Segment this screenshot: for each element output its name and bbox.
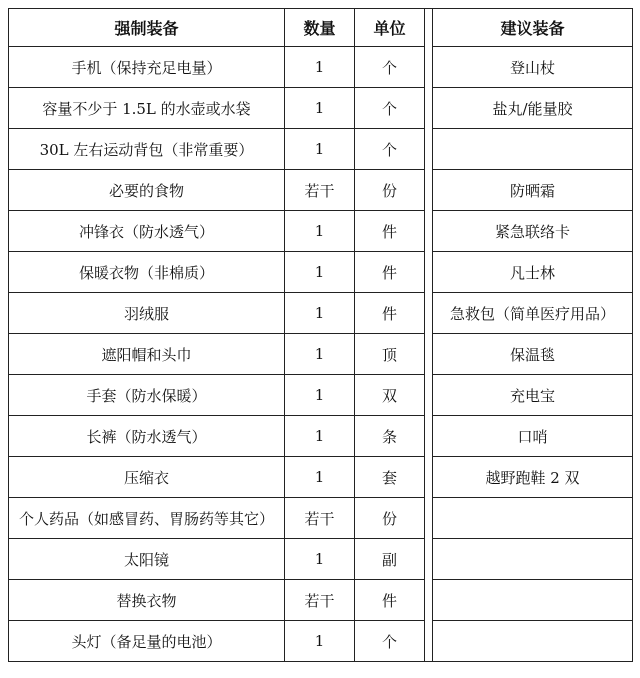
quantity-cell: 若干 bbox=[285, 498, 355, 539]
required-gear-cell: 容量不少于 1.5L 的水壶或水袋 bbox=[9, 88, 285, 129]
column-gap bbox=[425, 293, 433, 334]
unit-cell: 件 bbox=[355, 580, 425, 621]
column-gap bbox=[425, 498, 433, 539]
required-gear-cell: 替换衣物 bbox=[9, 580, 285, 621]
column-gap bbox=[425, 580, 433, 621]
required-gear-cell: 手机（保持充足电量） bbox=[9, 47, 285, 88]
required-gear-cell: 太阳镜 bbox=[9, 539, 285, 580]
suggested-gear-cell bbox=[433, 498, 633, 539]
table-row bbox=[9, 498, 633, 539]
quantity-cell: 1 bbox=[285, 375, 355, 416]
table-row bbox=[9, 457, 633, 498]
required-gear-cell: 羽绒服 bbox=[9, 293, 285, 334]
column-gap bbox=[425, 252, 433, 293]
table-row bbox=[9, 293, 633, 334]
header-suggested-gear: 建议装备 bbox=[433, 9, 633, 47]
table-row bbox=[9, 211, 633, 252]
unit-cell: 顶 bbox=[355, 334, 425, 375]
column-gap bbox=[425, 416, 433, 457]
required-gear-cell: 手套（防水保暖） bbox=[9, 375, 285, 416]
suggested-gear-cell bbox=[433, 129, 633, 170]
suggested-gear-cell: 口哨 bbox=[433, 416, 633, 457]
column-gap bbox=[425, 9, 433, 47]
suggested-gear-cell: 防晒霜 bbox=[433, 170, 633, 211]
quantity-cell: 1 bbox=[285, 416, 355, 457]
required-gear-cell: 个人药品（如感冒药、胃肠药等其它） bbox=[9, 498, 285, 539]
quantity-cell: 1 bbox=[285, 293, 355, 334]
quantity-cell: 1 bbox=[285, 129, 355, 170]
suggested-gear-cell: 充电宝 bbox=[433, 375, 633, 416]
unit-cell: 个 bbox=[355, 47, 425, 88]
required-gear-cell: 冲锋衣（防水透气） bbox=[9, 211, 285, 252]
quantity-cell: 1 bbox=[285, 211, 355, 252]
table-row bbox=[9, 416, 633, 457]
quantity-cell: 若干 bbox=[285, 580, 355, 621]
required-gear-cell: 必要的食物 bbox=[9, 170, 285, 211]
table-row bbox=[9, 539, 633, 580]
suggested-gear-cell: 保温毯 bbox=[433, 334, 633, 375]
unit-cell: 双 bbox=[355, 375, 425, 416]
unit-cell: 份 bbox=[355, 170, 425, 211]
table-row bbox=[9, 621, 633, 662]
table-row bbox=[9, 375, 633, 416]
column-gap bbox=[425, 334, 433, 375]
required-gear-cell: 遮阳帽和头巾 bbox=[9, 334, 285, 375]
unit-cell: 个 bbox=[355, 621, 425, 662]
column-gap bbox=[425, 88, 433, 129]
quantity-cell: 1 bbox=[285, 47, 355, 88]
required-gear-cell: 压缩衣 bbox=[9, 457, 285, 498]
equipment-table bbox=[8, 8, 633, 662]
suggested-gear-cell: 登山杖 bbox=[433, 47, 633, 88]
unit-cell: 套 bbox=[355, 457, 425, 498]
header-quantity: 数量 bbox=[285, 9, 355, 47]
quantity-cell: 若干 bbox=[285, 170, 355, 211]
suggested-gear-cell: 越野跑鞋 2 双 bbox=[433, 457, 633, 498]
suggested-gear-cell: 凡士林 bbox=[433, 252, 633, 293]
header-unit: 单位 bbox=[355, 9, 425, 47]
required-gear-cell: 长裤（防水透气） bbox=[9, 416, 285, 457]
column-gap bbox=[425, 129, 433, 170]
unit-cell: 件 bbox=[355, 252, 425, 293]
table-row bbox=[9, 129, 633, 170]
table-row bbox=[9, 170, 633, 211]
column-gap bbox=[425, 457, 433, 498]
required-gear-cell: 30L 左右运动背包（非常重要） bbox=[9, 129, 285, 170]
table-body bbox=[9, 47, 633, 662]
table-row bbox=[9, 88, 633, 129]
quantity-cell: 1 bbox=[285, 334, 355, 375]
suggested-gear-cell: 紧急联络卡 bbox=[433, 211, 633, 252]
quantity-cell: 1 bbox=[285, 539, 355, 580]
suggested-gear-cell bbox=[433, 539, 633, 580]
required-gear-cell: 保暖衣物（非棉质） bbox=[9, 252, 285, 293]
table-row bbox=[9, 47, 633, 88]
unit-cell: 个 bbox=[355, 129, 425, 170]
column-gap bbox=[425, 539, 433, 580]
quantity-cell: 1 bbox=[285, 252, 355, 293]
suggested-gear-cell bbox=[433, 580, 633, 621]
unit-cell: 条 bbox=[355, 416, 425, 457]
table-row bbox=[9, 580, 633, 621]
unit-cell: 份 bbox=[355, 498, 425, 539]
equipment-table-container bbox=[8, 8, 632, 662]
suggested-gear-cell bbox=[433, 621, 633, 662]
required-gear-cell: 头灯（备足量的电池） bbox=[9, 621, 285, 662]
table-header-row bbox=[9, 9, 633, 47]
table-row bbox=[9, 334, 633, 375]
quantity-cell: 1 bbox=[285, 457, 355, 498]
unit-cell: 个 bbox=[355, 88, 425, 129]
unit-cell: 件 bbox=[355, 211, 425, 252]
header-required-gear: 强制装备 bbox=[9, 9, 285, 47]
quantity-cell: 1 bbox=[285, 621, 355, 662]
column-gap bbox=[425, 47, 433, 88]
column-gap bbox=[425, 211, 433, 252]
unit-cell: 副 bbox=[355, 539, 425, 580]
unit-cell: 件 bbox=[355, 293, 425, 334]
column-gap bbox=[425, 375, 433, 416]
quantity-cell: 1 bbox=[285, 88, 355, 129]
suggested-gear-cell: 急救包（简单医疗用品） bbox=[433, 293, 633, 334]
column-gap bbox=[425, 170, 433, 211]
table-row bbox=[9, 252, 633, 293]
suggested-gear-cell: 盐丸/能量胶 bbox=[433, 88, 633, 129]
column-gap bbox=[425, 621, 433, 662]
